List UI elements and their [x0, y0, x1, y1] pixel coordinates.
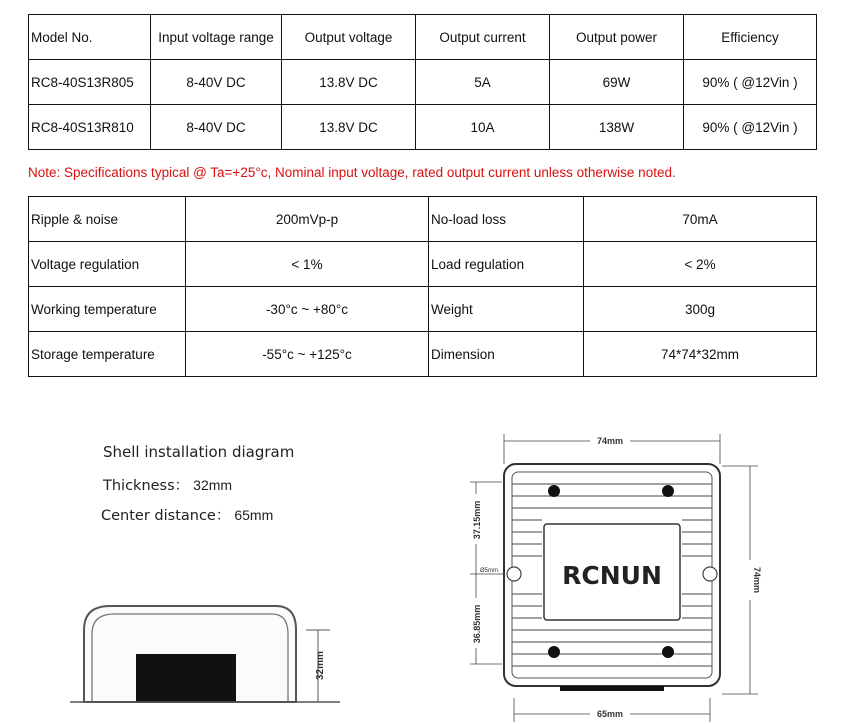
spec-label: Storage temperature	[29, 332, 186, 377]
cell-output-current: 5A	[416, 60, 550, 105]
cell-output-voltage: 13.8V DC	[282, 105, 416, 150]
table-row	[29, 105, 817, 150]
screw-top-left	[548, 485, 560, 497]
top-view-diagram	[462, 428, 846, 724]
center-distance-label: Center distance：	[101, 508, 231, 524]
table-row	[29, 197, 817, 242]
thickness-label: Thickness：	[103, 478, 190, 494]
spec-label: Voltage regulation	[29, 242, 186, 287]
shell-side-view	[70, 590, 340, 714]
spec-value: 74*74*32mm	[584, 332, 817, 377]
center-distance-value: 65mm	[234, 507, 274, 523]
cell-efficiency: 90% ( @12Vin )	[684, 105, 817, 150]
spec-label: No-load loss	[429, 197, 584, 242]
spec-value: < 1%	[186, 242, 429, 287]
thickness-line	[103, 474, 232, 495]
header-output-power: Output power	[550, 15, 684, 60]
spec-label: Weight	[429, 287, 584, 332]
screw-top-right	[662, 485, 674, 497]
spec-value: -30°c ~ +80°c	[186, 287, 429, 332]
top-dimension-label: 74mm	[596, 436, 624, 446]
cell-output-power: 138W	[550, 105, 684, 150]
spec-value: 200mVp-p	[186, 197, 429, 242]
table-row	[29, 332, 817, 377]
side-dimension-label: 32mm	[315, 651, 326, 680]
bottom-dimension-label: 65mm	[596, 709, 624, 719]
spec-value: -55°c ~ +125°c	[186, 332, 429, 377]
header-model: Model No.	[29, 15, 151, 60]
spec-value: 300g	[584, 287, 817, 332]
header-efficiency: Efficiency	[684, 15, 817, 60]
shell-connector-block	[136, 654, 236, 702]
cell-output-power: 69W	[550, 60, 684, 105]
spec-label: Ripple & noise	[29, 197, 186, 242]
table-row	[29, 60, 817, 105]
brand-logo-text: RCNUN	[562, 561, 662, 590]
lower-dimension-label: 36.85mm	[472, 604, 482, 644]
header-input-voltage: Input voltage range	[151, 15, 282, 60]
model-spec-table	[28, 14, 817, 150]
upper-dimension-label: 37.15mm	[472, 500, 482, 540]
spec-label: Load regulation	[429, 242, 584, 287]
cell-model: RC8-40S13R810	[29, 105, 151, 150]
spec-label: Dimension	[429, 332, 584, 377]
cell-input-voltage: 8-40V DC	[151, 60, 282, 105]
thickness-value: 32mm	[193, 477, 233, 493]
screw-bottom-right	[662, 646, 674, 658]
cell-efficiency: 90% ( @12Vin )	[684, 60, 817, 105]
table-header-row	[29, 15, 817, 60]
cell-output-current: 10A	[416, 105, 550, 150]
cell-model: RC8-40S13R805	[29, 60, 151, 105]
table-row	[29, 287, 817, 332]
screw-bottom-left	[548, 646, 560, 658]
bottom-connector	[560, 686, 664, 691]
mounting-hole-right	[703, 567, 717, 581]
spec-value: < 2%	[584, 242, 817, 287]
spec-value: 70mA	[584, 197, 817, 242]
center-distance-line	[101, 504, 273, 525]
electrical-spec-table	[28, 196, 817, 377]
cell-output-voltage: 13.8V DC	[282, 60, 416, 105]
header-output-voltage: Output voltage	[282, 15, 416, 60]
hole-dimension-label: Ø5mm	[480, 568, 498, 574]
header-output-current: Output current	[416, 15, 550, 60]
table-row	[29, 242, 817, 287]
spec-label: Working temperature	[29, 287, 186, 332]
specification-note: Note: Specifications typical @ Ta=+25°c, Nominal input voltage, rated output current unless otherwise noted.	[28, 165, 676, 180]
mounting-hole-left	[507, 567, 521, 581]
shell-diagram-title: Shell installation diagram	[103, 443, 295, 461]
cell-input-voltage: 8-40V DC	[151, 105, 282, 150]
right-dimension-label: 74mm	[752, 566, 762, 594]
